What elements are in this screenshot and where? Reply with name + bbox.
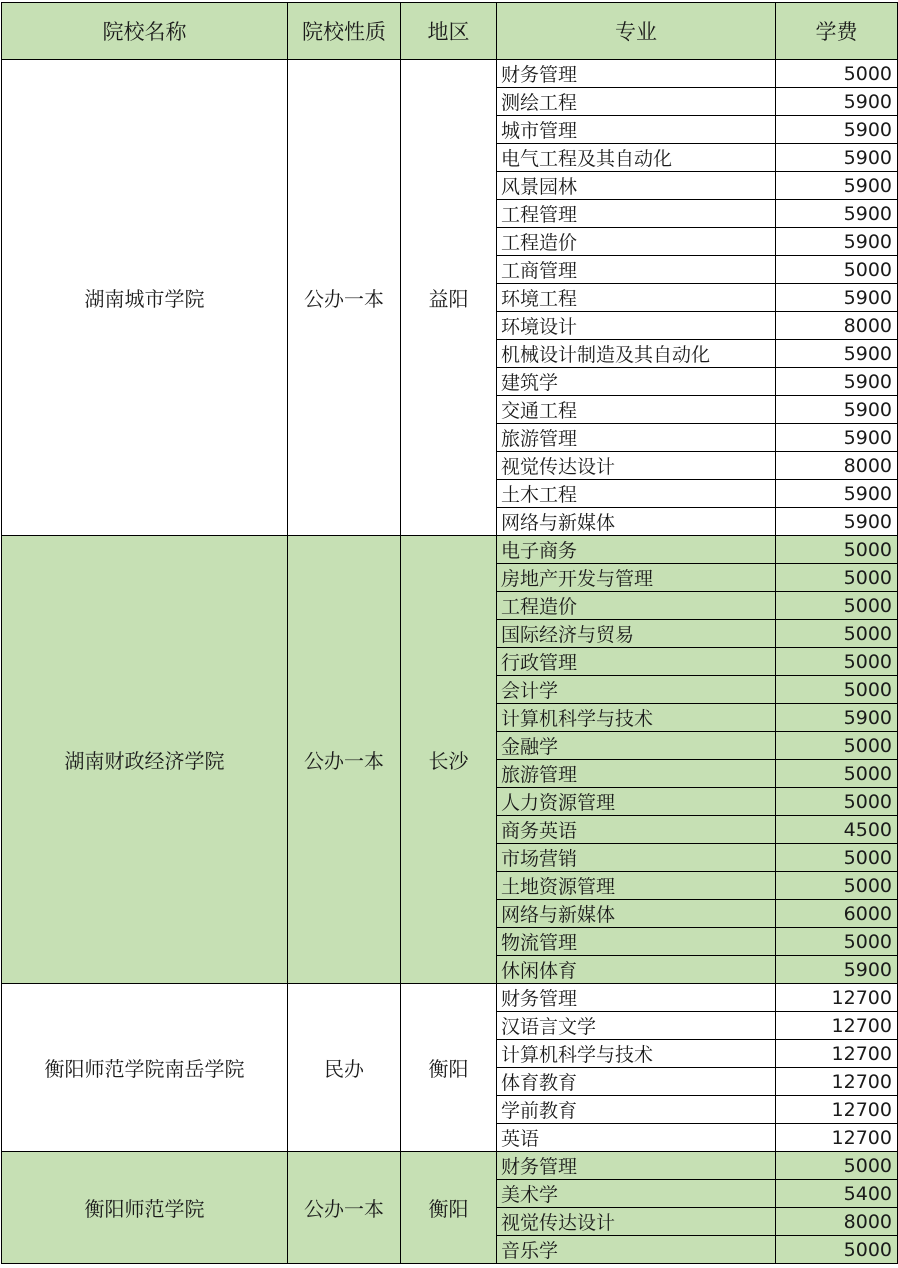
fee-cell: 8000 — [776, 1208, 898, 1236]
major-cell: 土地资源管理 — [497, 872, 776, 900]
major-cell: 金融学 — [497, 732, 776, 760]
major-cell: 建筑学 — [497, 368, 776, 396]
fee-cell: 5000 — [776, 732, 898, 760]
region-cell: 长沙 — [401, 536, 497, 984]
major-cell: 工商管理 — [497, 256, 776, 284]
major-cell: 工程造价 — [497, 228, 776, 256]
fee-cell: 5900 — [776, 480, 898, 508]
school-nature-cell: 民办 — [288, 984, 401, 1152]
fee-cell: 5900 — [776, 396, 898, 424]
school-name-cell: 衡阳师范学院南岳学院 — [2, 984, 288, 1152]
fee-cell: 8000 — [776, 452, 898, 480]
tuition-table — [1, 2, 898, 1264]
major-cell: 城市管理 — [497, 116, 776, 144]
major-cell: 市场营销 — [497, 844, 776, 872]
major-cell: 电气工程及其自动化 — [497, 144, 776, 172]
fee-cell: 12700 — [776, 984, 898, 1012]
fee-cell: 5900 — [776, 144, 898, 172]
fee-cell: 5000 — [776, 760, 898, 788]
major-cell: 汉语言文学 — [497, 1012, 776, 1040]
major-cell: 音乐学 — [497, 1236, 776, 1264]
major-cell: 学前教育 — [497, 1096, 776, 1124]
header-nature: 院校性质 — [288, 3, 401, 60]
fee-cell: 4500 — [776, 816, 898, 844]
header-fee: 学费 — [776, 3, 898, 60]
fee-cell: 5900 — [776, 956, 898, 984]
major-cell: 会计学 — [497, 676, 776, 704]
school-name-cell: 湖南城市学院 — [2, 60, 288, 536]
major-cell: 视觉传达设计 — [497, 1208, 776, 1236]
fee-cell: 12700 — [776, 1040, 898, 1068]
major-cell: 视觉传达设计 — [497, 452, 776, 480]
fee-cell: 12700 — [776, 1124, 898, 1152]
fee-cell: 5000 — [776, 60, 898, 88]
major-cell: 风景园林 — [497, 172, 776, 200]
fee-cell: 5000 — [776, 844, 898, 872]
major-cell: 房地产开发与管理 — [497, 564, 776, 592]
major-cell: 电子商务 — [497, 536, 776, 564]
major-cell: 旅游管理 — [497, 760, 776, 788]
fee-cell: 5000 — [776, 1236, 898, 1264]
major-cell: 网络与新媒体 — [497, 508, 776, 536]
fee-cell: 5900 — [776, 88, 898, 116]
fee-cell: 5900 — [776, 228, 898, 256]
major-cell: 行政管理 — [497, 648, 776, 676]
major-cell: 休闲体育 — [497, 956, 776, 984]
major-cell: 机械设计制造及其自动化 — [497, 340, 776, 368]
fee-cell: 5900 — [776, 172, 898, 200]
major-cell: 旅游管理 — [497, 424, 776, 452]
table-row — [2, 60, 898, 88]
fee-cell: 5400 — [776, 1180, 898, 1208]
fee-cell: 5000 — [776, 928, 898, 956]
fee-cell: 12700 — [776, 1096, 898, 1124]
major-cell: 财务管理 — [497, 1152, 776, 1180]
fee-cell: 5000 — [776, 256, 898, 284]
major-cell: 国际经济与贸易 — [497, 620, 776, 648]
major-cell: 土木工程 — [497, 480, 776, 508]
school-nature-cell: 公办一本 — [288, 60, 401, 536]
fee-cell: 8000 — [776, 312, 898, 340]
major-cell: 测绘工程 — [497, 88, 776, 116]
table-body — [2, 60, 898, 1264]
school-name-cell: 湖南财政经济学院 — [2, 536, 288, 984]
major-cell: 美术学 — [497, 1180, 776, 1208]
region-cell: 衡阳 — [401, 984, 497, 1152]
fee-cell: 5900 — [776, 340, 898, 368]
major-cell: 环境工程 — [497, 284, 776, 312]
fee-cell: 5000 — [776, 1152, 898, 1180]
header-major: 专业 — [497, 3, 776, 60]
fee-cell: 6000 — [776, 900, 898, 928]
fee-cell: 5900 — [776, 424, 898, 452]
major-cell: 商务英语 — [497, 816, 776, 844]
major-cell: 财务管理 — [497, 60, 776, 88]
table-row — [2, 984, 898, 1012]
fee-cell: 5900 — [776, 200, 898, 228]
fee-cell: 5900 — [776, 116, 898, 144]
header-school: 院校名称 — [2, 3, 288, 60]
fee-cell: 5000 — [776, 536, 898, 564]
fee-cell: 12700 — [776, 1012, 898, 1040]
major-cell: 网络与新媒体 — [497, 900, 776, 928]
major-cell: 工程管理 — [497, 200, 776, 228]
fee-cell: 5000 — [776, 620, 898, 648]
fee-cell: 5900 — [776, 508, 898, 536]
fee-cell: 5000 — [776, 676, 898, 704]
fee-cell: 5900 — [776, 368, 898, 396]
major-cell: 工程造价 — [497, 592, 776, 620]
major-cell: 英语 — [497, 1124, 776, 1152]
region-cell: 衡阳 — [401, 1152, 497, 1264]
major-cell: 计算机科学与技术 — [497, 704, 776, 732]
major-cell: 计算机科学与技术 — [497, 1040, 776, 1068]
fee-cell: 5000 — [776, 564, 898, 592]
header-region: 地区 — [401, 3, 497, 60]
school-nature-cell: 公办一本 — [288, 1152, 401, 1264]
table-row — [2, 536, 898, 564]
fee-cell: 5000 — [776, 648, 898, 676]
major-cell: 交通工程 — [497, 396, 776, 424]
major-cell: 环境设计 — [497, 312, 776, 340]
school-nature-cell: 公办一本 — [288, 536, 401, 984]
fee-cell: 5000 — [776, 872, 898, 900]
major-cell: 物流管理 — [497, 928, 776, 956]
fee-cell: 5000 — [776, 592, 898, 620]
school-name-cell: 衡阳师范学院 — [2, 1152, 288, 1264]
region-cell: 益阳 — [401, 60, 497, 536]
major-cell: 人力资源管理 — [497, 788, 776, 816]
table-row — [2, 1152, 898, 1180]
major-cell: 体育教育 — [497, 1068, 776, 1096]
header-row — [2, 3, 898, 60]
fee-cell: 5000 — [776, 788, 898, 816]
fee-cell: 5900 — [776, 284, 898, 312]
fee-cell: 5900 — [776, 704, 898, 732]
fee-cell: 12700 — [776, 1068, 898, 1096]
major-cell: 财务管理 — [497, 984, 776, 1012]
